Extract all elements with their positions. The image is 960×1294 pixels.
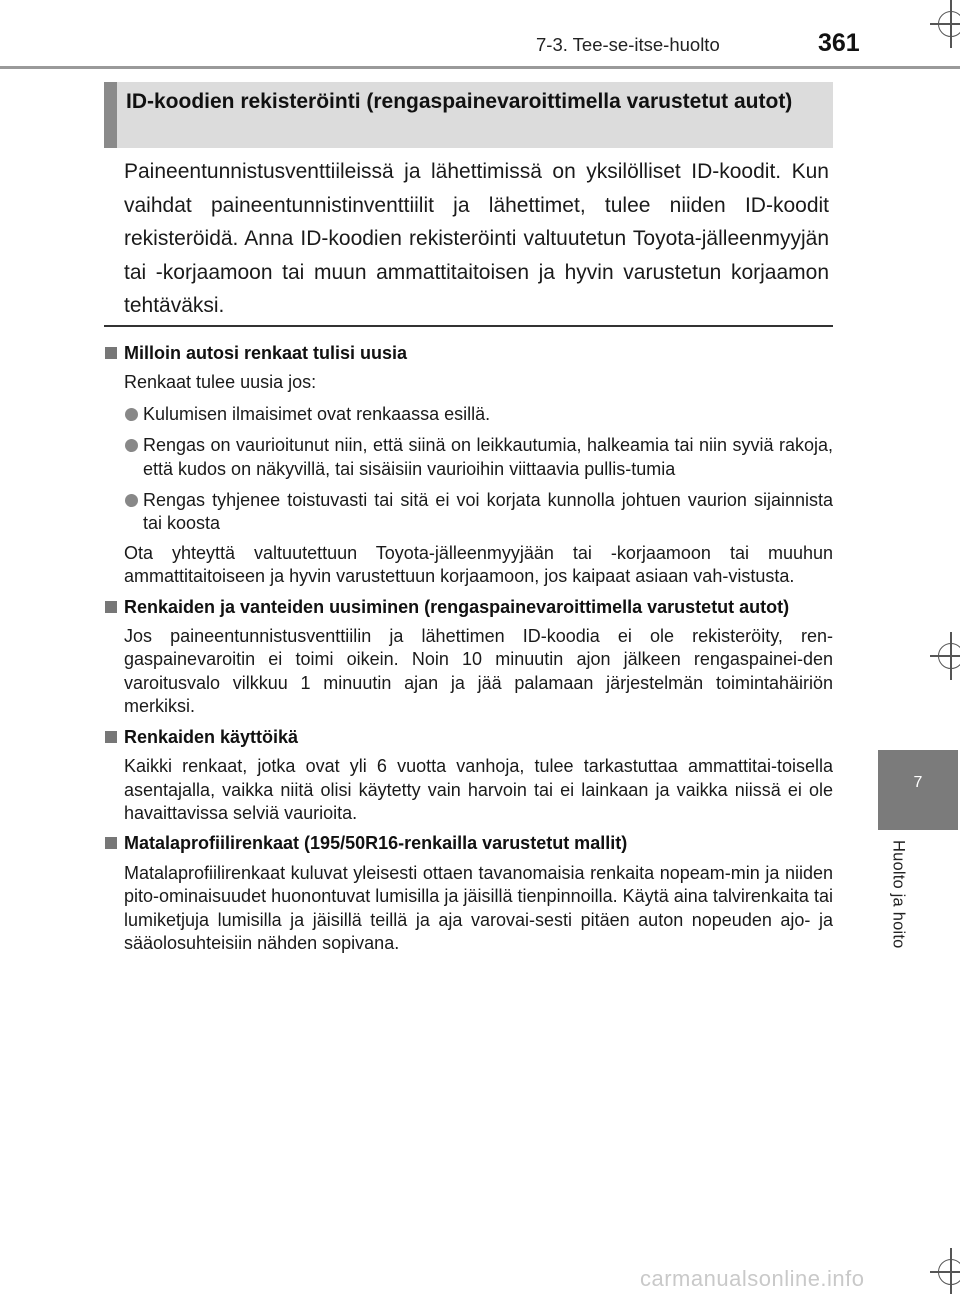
- section-title-box: [104, 82, 833, 148]
- list-item-text: Kulumisen ilmaisimet ovat renkaassa esillä.: [143, 403, 491, 424]
- heading-text: Renkaiden ja vanteiden uusiminen (rengaspainevaroittimella varustetut autot): [124, 596, 790, 617]
- round-bullet-icon: [125, 439, 138, 452]
- list-item-text: Rengas tyhjenee toistuvasti tai sitä ei voi korjata kunnolla johtuen vaurion sijainnista tai koosta: [143, 490, 833, 534]
- round-bullet-icon: [125, 494, 138, 507]
- chapter-number: 7: [913, 774, 923, 791]
- square-bullet-icon: [105, 837, 117, 849]
- square-bullet-icon: [105, 731, 117, 743]
- chapter-side-label: [868, 840, 928, 970]
- registration-circle-icon: [938, 643, 960, 669]
- list-item: [104, 489, 833, 536]
- list-item: [104, 403, 833, 426]
- subsection-heading: [104, 832, 833, 855]
- list-item-text: Rengas on vaurioitunut niin, että siinä on leikkautumia, halkeamia tai niin syviä rakoja, että kudos on näkyvillä, tai sisäisiin vaurioihin viittaavia pullis-tumia: [143, 435, 833, 479]
- subsection-heading: [104, 596, 833, 619]
- paragraph: Ota yhteyttä valtuutettuun Toyota-jälleenmyyjään tai -korjaamoon tai muuhun ammattitaitoiseen ja hyvin varustettuun korjaamoon, jos kaipaat asiaan vah-vistusta.: [124, 542, 833, 587]
- section-divider: [104, 325, 833, 327]
- section-title: ID-koodien rekisteröinti (rengaspainevaroittimella varustetut autot): [126, 90, 793, 113]
- chapter-tab: [878, 750, 958, 830]
- heading-text: Renkaiden käyttöikä: [124, 726, 299, 747]
- page-number: 361: [818, 29, 860, 57]
- watermark: carmanualsonline.info: [640, 1266, 865, 1291]
- list-item: [104, 434, 833, 481]
- subsection-heading: [104, 342, 833, 365]
- section-label: 7-3. Tee-se-itse-huolto: [536, 34, 720, 55]
- registration-circle-icon: [938, 1259, 960, 1285]
- heading-text: Matalaprofiilirenkaat (195/50R16-renkailla varustetut mallit): [124, 833, 628, 854]
- square-bullet-icon: [105, 601, 117, 613]
- square-bullet-icon: [105, 347, 117, 359]
- intro-paragraph: Paineentunnistusventtiileissä ja lähettimissä on yksilölliset ID-koodit. Kun vaihdat paineentunnistinventtiilit ja lähettimet, tulee niiden ID-koodit rekisteröidä. Anna ID-koodien rekisteröinti valtuutetun Toyota-jälleenmyyjän tai -korjaamoon tai muun ammattitaitoisen ja hyvin varustetun korjaamon tehtäväksi.: [124, 160, 829, 318]
- registration-circle-icon: [938, 11, 960, 37]
- heading-text: Milloin autosi renkaat tulisi uusia: [124, 343, 408, 363]
- round-bullet-icon: [125, 408, 138, 421]
- header-rule: [0, 66, 960, 69]
- subsection-heading: [104, 726, 833, 749]
- content: [104, 335, 833, 955]
- paragraph: Renkaat tulee uusia jos:: [124, 372, 317, 393]
- paragraph: Jos paineentunnistusventtiilin ja lähettimen ID-koodia ei ole rekisteröity, ren-gaspainevaroitin ei toimi oikein. Noin 10 minuutin ajon jälkeen rengaspainei-den varoitusvalo vilkkuu 1 minuutin ajan ja jää palamaan järjestelmän toimintahäiriön merkiksi.: [124, 626, 833, 717]
- paragraph: Matalaprofiilirenkaat kuluvat yleisesti ottaen tavanomaisia renkaita nopeam-min ja niiden pito-ominaisuudet huonontuvat lumisilla ja jäisillä tienpinnoilla. Käytä aina talvirenkaita tai lumiketjuja lumisilla ja jäisillä teillä ja aja varovai-sesti pitäen auton nopeuden ajo- ja sääolosuhteisiin nähden sopivana.: [124, 862, 833, 953]
- chapter-title: Huolto ja hoito: [889, 840, 908, 949]
- paragraph: Kaikki renkaat, jotka ovat yli 6 vuotta vanhoja, tulee tarkastuttaa ammattitai-toisella asentajalla, vaikka niitä olisi käytetty vain harvoin tai ei lainkaan ja vaikka niissä ei ole havaittavissa selviä vaurioita.: [124, 756, 833, 823]
